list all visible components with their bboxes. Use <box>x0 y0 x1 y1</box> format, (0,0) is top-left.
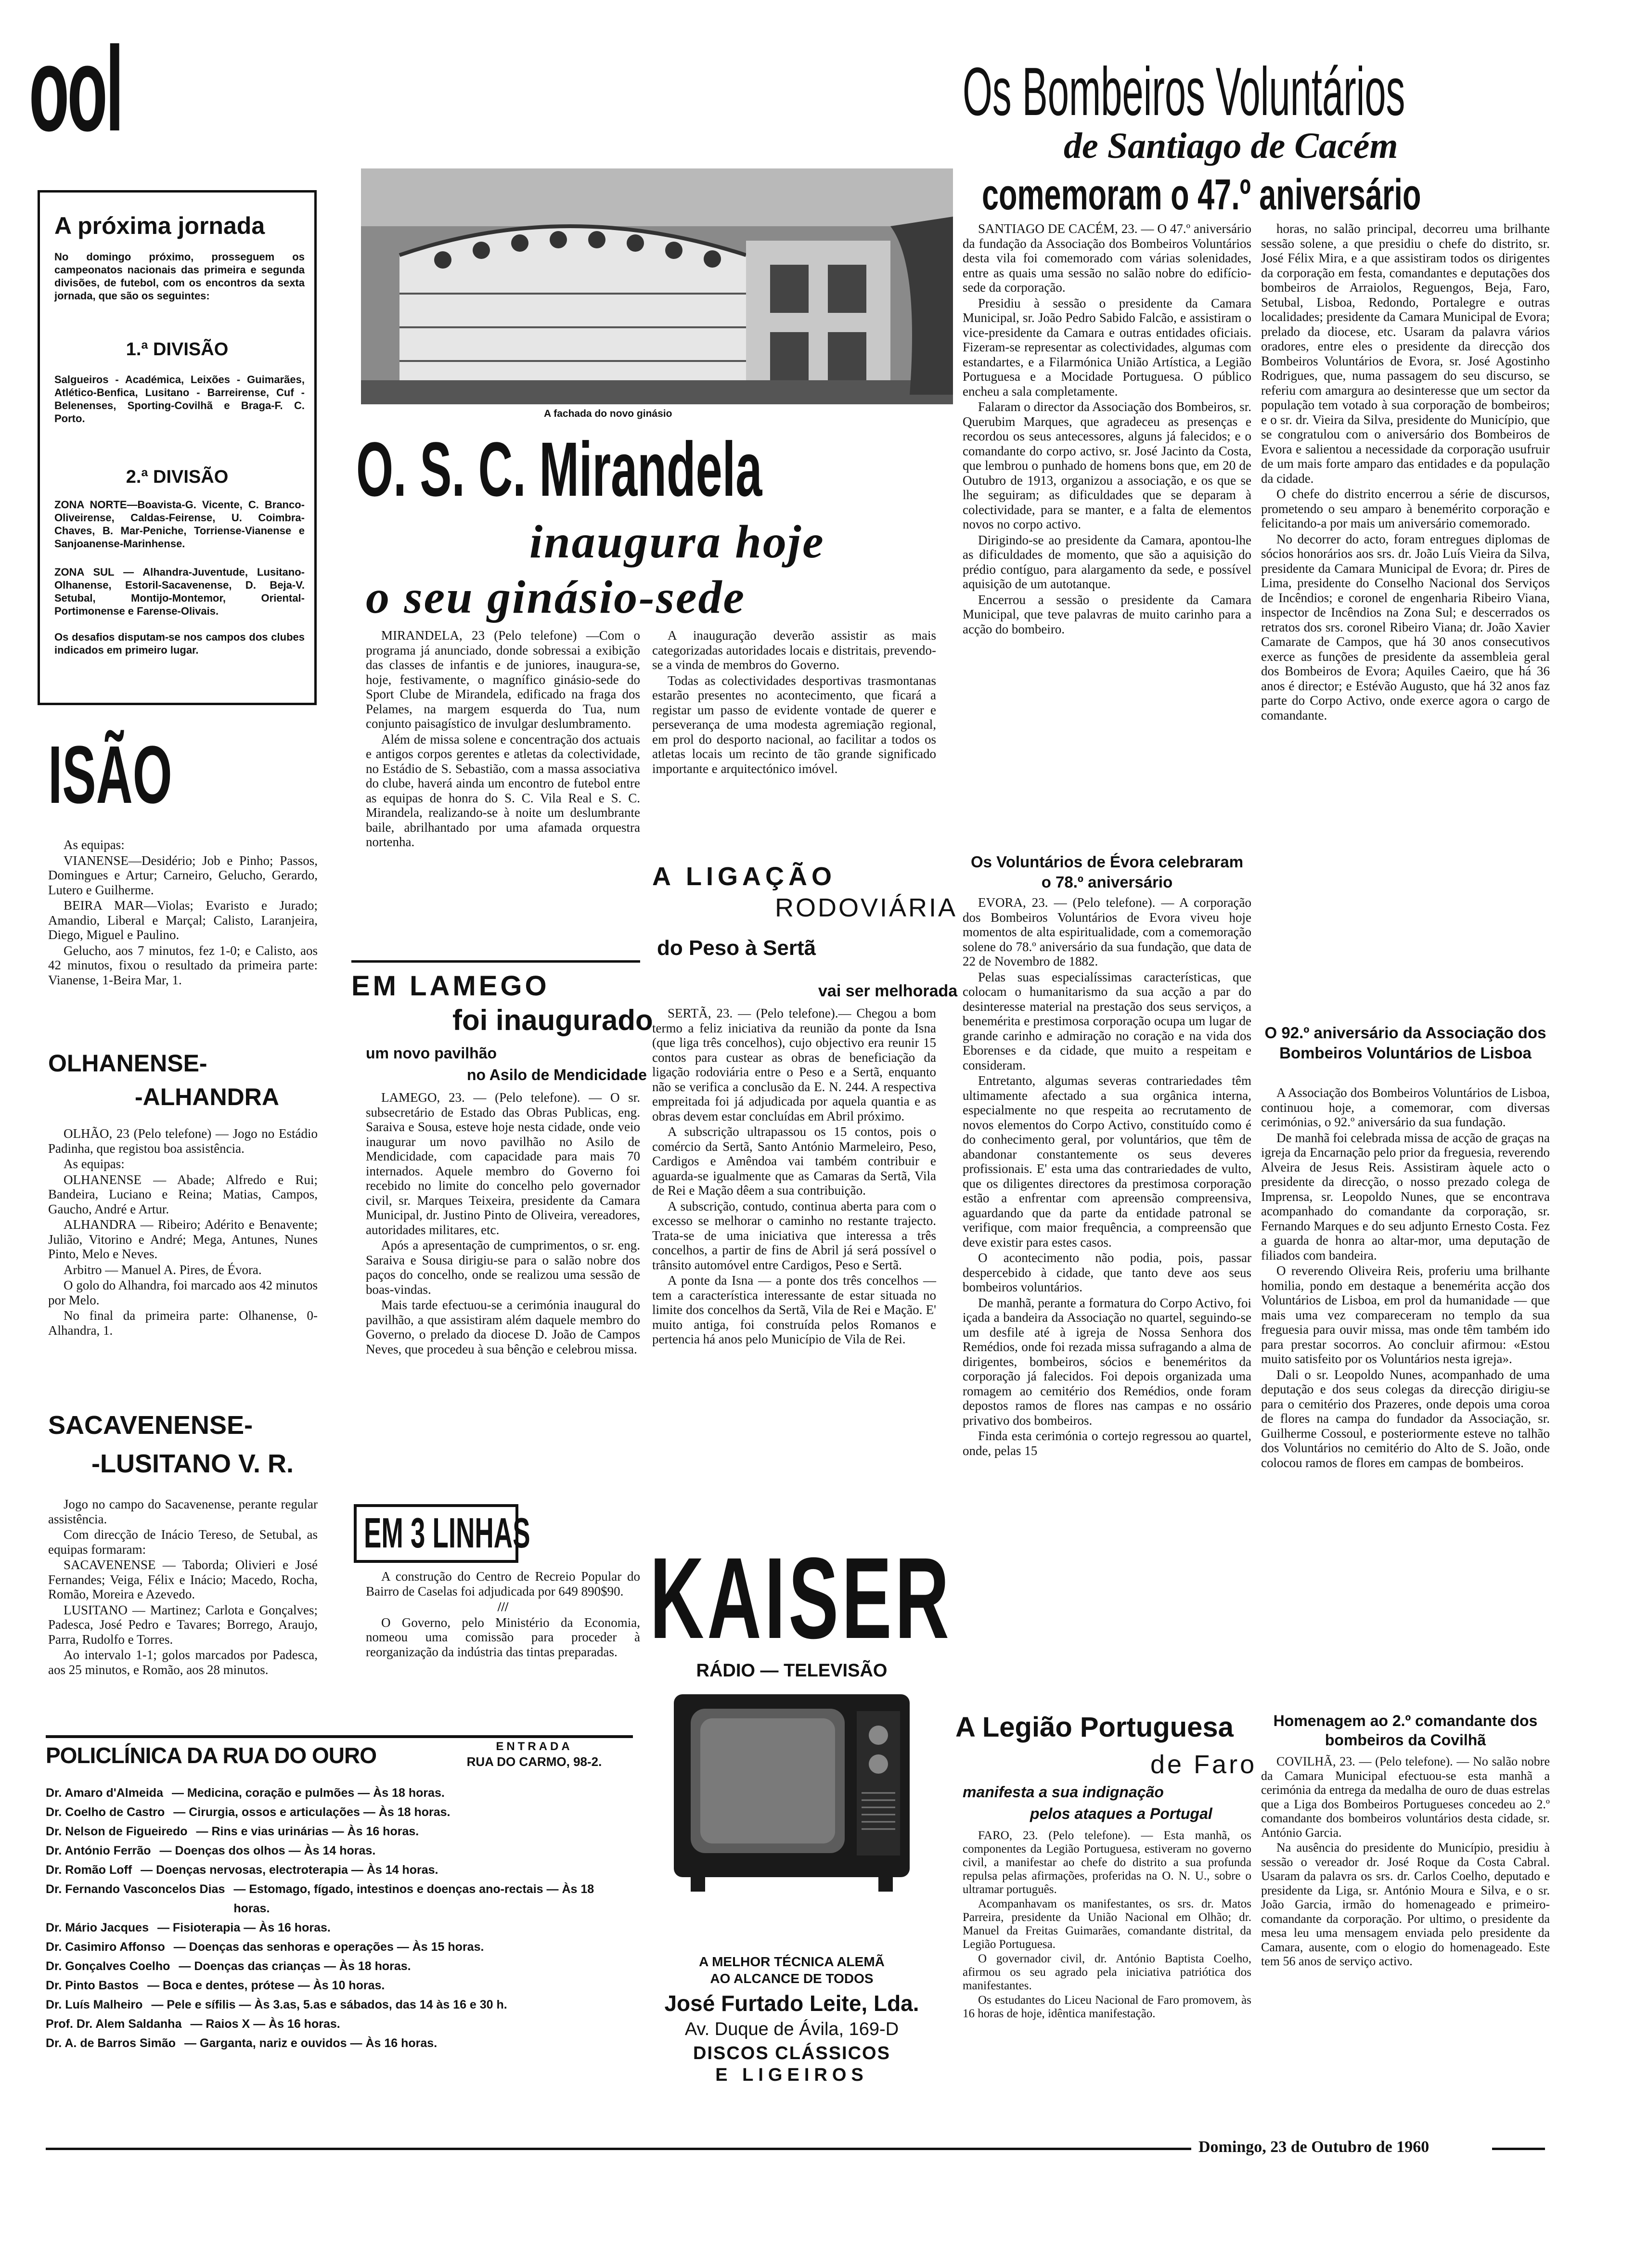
footer-rule-left <box>46 2148 1191 2150</box>
ligacao-p2: A subscrição ultrapassou os 15 contos, pois o comércio da Sertã, Santo António Marmeleiro, Peso, Cardigos e Amêndoa vai também contribuir e aguarda-se igualmente que as Camaras da Sertã, Vila de Rei e Mação dêem a sua contribuição. <box>652 1124 936 1198</box>
olhanense-p2: As equipas: <box>64 1157 125 1171</box>
mirandela-sub1: inaugura hoje <box>529 516 825 568</box>
ligacao-title-3: do Peso à Sertã <box>657 936 816 960</box>
ligacao-title-1: A LIGAÇÃO <box>652 862 836 891</box>
faro-p2: Acompanhavam os manifestantes, os srs. dr. Matos Parreira, presidente da União Nacional em Olhão; dr. Manuel da Freitas Guimarães, comandante distrital, da Legião Portuguesa. <box>963 1897 1251 1951</box>
faro-p1: FARO, 23. (Pelo telefone). — Esta manhã, os componentes da Legião Portuguesa, estiveram no governo civil, a manifestar ao chefe do distrito a sua profunda repulsa pelas afirmações, proferidas na O. N. U., sobre o ultramar português. <box>963 1829 1251 1896</box>
clinic-row <box>46 1918 628 1937</box>
mirandela-title: O. S. C. Mirandela <box>356 426 762 512</box>
tres-linhas-p1: A construção do Centro de Recreio Popular do Bairro de Caselas foi adjudicada por 649 890$90. <box>366 1569 640 1598</box>
clinic-row <box>46 1995 628 2014</box>
gymnasium-illustration <box>361 168 953 404</box>
sacavenense-p1: Jogo no campo do Sacavenense, perante regular assistência. <box>48 1497 318 1526</box>
clinic-specialty: — Rins e vias urinárias — Às 16 horas. <box>196 1825 419 1838</box>
gymnasium-photo <box>361 168 953 404</box>
div1-text: Salgueiros - Académica, Leixões - Guimarães, Atlético-Benfica, Lusitano - Barreirense, Cuf - Belenenses, Sporting-Covilhã e Braga-F. C. Porto. <box>54 374 305 425</box>
clinic-row <box>46 1841 628 1860</box>
bombeiros-sub1: de Santiago de Cacém <box>1064 126 1398 166</box>
evora-p5: De manhã, perante a formatura do Corpo Activo, foi içada a bandeira da Associação no quartel, seguindo-se um desfile até à igreja de Nossa Senhora dos Remédios, onde foi rezada missa sufragando a alma de dirigentes, bombeiros, sócios e beneméritos da corporação já falecidos. Foi depois organizada uma romagem ao cemitério dos Remédios, onde foram depostos ramos de flores nas campas e no ossário privativo dos bombeiros. <box>963 1295 1251 1428</box>
lamego-sub-1: um novo pavilhão <box>366 1044 497 1062</box>
tres-linhas-box <box>354 1504 530 1563</box>
bombeiros-c2p2: O chefe do distrito encerrou a série de discursos, prometendo o seu amparo à benemérito corporação e felicitando-a por mais um aniversário comemorado. <box>1261 487 1550 530</box>
olhanense-report <box>48 1126 318 1339</box>
bombeiros-c1p4: Dirigindo-se ao presidente da Camara, apontou-lhe as dificuldades de momento, que são a aquisição do prédio contíguo, para alargamento da sede, e possível aquisição de um autotanque. <box>963 532 1251 591</box>
mirandela-c2p1: A inauguração deverão assistir as mais categorizadas autoridades locais e distritais, prevendo-se a vinda de membros do Governo. <box>652 628 936 672</box>
lamego-top-rule <box>351 960 640 963</box>
kaiser-company: José Furtado Leite, Lda. <box>664 1991 919 2016</box>
olhanense-p6: O golo do Alhandra, foi marcado aos 42 minutos por Melo. <box>48 1278 318 1307</box>
evora-p3: Entretanto, algumas severas contrariedades têm ultimamente afectado a sua orgânica interna, especialmente no que respeita ao recrutamento de novos elementos do Corpo Activo, constituído como é do conhecimento geral, por voluntários, que têm de abandonar constantemente os seus deveres profissionais. E' esta uma das contrariedades de vulto, que os diligentes directores da prestimosa corporação estão a enfrentar com apreensão compreensiva, aguardando que da parte da entidade patronal se verifique, com maior frequência, a compreensão que deve existir para estes casos. <box>963 1073 1251 1250</box>
faro-title-4: pelos ataques a Portugal <box>1030 1805 1212 1822</box>
clinic-specialty: — Doenças nervosas, electroterapia — Às 14 horas. <box>141 1863 438 1877</box>
clinic-specialty: — Estomago, fígado, intestinos e doenças ano-rectais — Às 18 horas. <box>233 1882 594 1915</box>
faro-title-1: A Legião Portuguesa <box>955 1712 1234 1743</box>
sacavenense-title-2: -LUSITANO V. R. <box>91 1449 294 1478</box>
lisboa-p3: O reverendo Oliveira Reis, proferiu uma brilhante homilia, pondo em destaque a benemérita acção dos Voluntários de Lisboa, em prol da humanidade — que mais uma vez compareceram no templo da sua freguesia para ouvir missa, mas onde têm também ido para prestar socorros. Ao concluir afirmou: «Estou muito satisfeito por os Voluntários nesta igreja». <box>1261 1263 1550 1366</box>
tres-linhas-title: EM 3 LINHAS <box>364 1509 530 1557</box>
proxima-jornada-box <box>38 190 317 705</box>
masthead-fragment: ool <box>29 22 122 156</box>
zona-sul: ZONA SUL — Alhandra-Juventude, Lusitano-Olhanense, Estoril-Sacavenense, D. Beja-V. Setubal, Montijo-Montemor, Oriental-Portimonense e Farense-Olivais. <box>54 566 305 617</box>
faro-p3: O governador civil, dr. António Baptista Coelho, afirmou os seu agrado pela iniciativa patriótica dos manifestantes. <box>963 1952 1251 1992</box>
div2-title: 2.ª DIVISÃO <box>126 467 229 487</box>
tres-linhas-p2: O Governo, pelo Ministério da Economia, nomeou uma comissão para proceder à reorganização da indústria das tintas preparadas. <box>366 1615 640 1659</box>
olhanense-p7: No final da primeira parte: Olhanense, 0-Alhandra, 1. <box>48 1308 318 1338</box>
policlinica-list <box>46 1783 628 2053</box>
evora-p6: Finda esta cerimónia o cortejo regressou ao quartel, onde, pelas 15 <box>963 1429 1251 1458</box>
kaiser-address: Av. Duque de Ávila, 169-D <box>684 2019 899 2039</box>
mirandela-c1p1: MIRANDELA, 23 (Pelo telefone) —Com o programa já anunciado, donde sobressai a exibição das classes de infantis e de juniores, inaugura-se, hoje, festivamente, o magnífico ginásio-sede do Sport Clube de Mirandela, edificado na fraga dos Pelames, na margem esquerda do Tua, num conjunto paisagístico de invulgar deslumbramento. <box>366 628 640 731</box>
evora-p1: EVORA, 23. — (Pelo telefone). — A corporação dos Bombeiros Voluntários de Evora viveu hoje momentos de alta espiritualidade, com a comemoração solene do 78.º aniversário da sua fundação, que data de 22 de Novembro de 1882. <box>963 895 1251 968</box>
lisboa-p2: De manhã foi celebrada missa de acção de graças na igreja da Encarnação pelo prior da freguesia, reverendo Alveira de Jesus Reis. Assistiram àquele acto o presidente da direcção, o nosso prezado colega de Imprensa, sr. Leopoldo Nunes, que se encontrava acompanhado do comandante da corporação, sr. Fernando Marques e do seu adjunto Ernesto Costa. Fez a guarda de honra ao altar-mor, uma deputação de filiados com bandeira. <box>1261 1130 1550 1263</box>
proxima-intro: No domingo próximo, prosseguem os campeonatos nacionais das primeira e segunda divisões, de futebol, com os encontros da sexta jornada, que são os seguintes: <box>54 251 305 302</box>
lisboa-report <box>1261 1085 1550 1471</box>
clinic-doctor: Dr. A. de Barros Simão <box>46 2036 176 2050</box>
sacavenense-report <box>48 1497 318 1678</box>
footer-rule-right <box>1492 2148 1545 2150</box>
bombeiros-c1p5: Encerrou a sessão o presidente da Camara Municipal, que teve palavras de muito carinho para a acção do bombeiro. <box>963 592 1251 636</box>
policlinica-top-rule <box>46 1735 633 1738</box>
sacavenense-p4: LUSITANO — Martinez; Carlota e Gonçalves; Padesca, José Pedro e Tavares; Borrego, Araujo, Parra, Rudolfo e Torres. <box>48 1602 318 1647</box>
clinic-specialty: — Pele e sífilis — Às 3.as, 5.as e sábados, das 14 às 16 e 30 h. <box>151 1998 507 2011</box>
clinic-doctor: Dr. Gonçalves Coelho <box>46 1959 170 1973</box>
olhanense-p1: OLHÃO, 23 (Pelo telefone) — Jogo no Estádio Padinha, que registou boa assistência. <box>48 1126 318 1156</box>
clinic-row <box>46 1860 628 1880</box>
lamego-sub-2: no Asilo de Mendicidade <box>467 1066 647 1083</box>
lamego-p2: Após a apresentação de cumprimentos, o sr. eng. Saraiva e Sousa dirigiu-se para o salão nobre dos paços do concelho, onde se realizou uma sessão de boas-vindas. <box>366 1238 640 1297</box>
clinic-doctor: Dr. Amaro d'Almeida <box>46 1786 163 1800</box>
tv-icon <box>671 1692 912 1894</box>
lamego-p1: LAMEGO, 23. — (Pelo telefone). — O sr. subsecretário de Estado das Obras Publicas, eng. Saraiva e Sousa, esteve hoje nesta cidade, onde veio inaugurar um novo pavilhão no Asilo de Mendicidade, com capacidade para mais 70 internados. Aquele membro do Governo foi recebido no limite do concelho pelo governador civil, sr. Marques Teixeira, presidente da Camara Municipal, dr. Justino Pinto de Oliveira, vereadores, autoridades militares, etc. <box>366 1090 640 1237</box>
lamego-p3: Mais tarde efectuou-se a cerimónia inaugural do pavilhão, a que assistiram além daquele membro do Governo, o prelado da diocese D. João de Campos Neves, que procedeu à sua bênção e celebrou missa. <box>366 1298 640 1356</box>
clinic-specialty: — Boca e dentes, prótese — Às 10 horas. <box>147 1979 385 1992</box>
clinic-row <box>46 1783 628 1803</box>
ligacao-p1: SERTÃ, 23. — (Pelo telefone).— Chegou a bom termo a feliz iniciativa da reunião da ponte da Isna (que liga três concelhos), cujo objectivo era reunir 15 contos para custear as obras de beneficiação da ligação rodoviária entre o Peso e a Sertã, enquanto não se verifica a conclusão da E. N. 244. A respectiva empreitada foi já adjudicada por aquela quantia e as obras devem estar concluídas em Abril próximo. <box>652 1006 936 1123</box>
clinic-doctor: Dr. Pinto Bastos <box>46 1979 139 1992</box>
lamego-title-2: foi inaugurado <box>452 1004 653 1036</box>
ligacao-p3: A subscrição, contudo, continua aberta para com o excesso se melhorar o caminho no restante trajecto. Trata-se de uma iniciativa que interessa a três concelhos, a partir de fins de Abril já será possível o trânsito automóvel entre Cardigos, Peso e Sertã. <box>652 1198 936 1272</box>
isao-fragment: ISÃO <box>48 729 172 821</box>
clinic-row <box>46 1937 628 1957</box>
clinic-doctor: Dr. Casimiro Affonso <box>46 1940 165 1954</box>
evora-p2: Pelas suas especialíssimas características, que colocam o humanitarismo da sua acção a par do desinteresse material na prestação dos seus serviços, a benemérita e prestimosa corporação ocupa um lugar de grande carinho e admiração no coração e na vida dos Eborenses e da cidade, que muito a respeitam e consideram. <box>963 969 1251 1072</box>
faro-title-3: manifesta a sua indignação <box>963 1783 1164 1801</box>
olhanense-p5: Arbitro — Manuel A. Pires, de Évora. <box>64 1262 262 1277</box>
clinic-specialty: — Medicina, coração e pulmões — Às 18 horas. <box>171 1786 445 1800</box>
clinic-row <box>46 1957 628 1976</box>
mirandela-sub2: o seu ginásio-sede <box>366 571 746 623</box>
clinic-specialty: — Raios X — Às 16 horas. <box>190 2017 340 2031</box>
faro-report <box>963 1829 1251 2022</box>
bombeiros-c2p3: No decorrer do acto, foram entregues diplomas de sócios honorários aos srs. dr. João Luís Vieira da Silva, presidente da Camara Municipal de Evora; dr. Pires de Lima, presidente do Conselho Nacional dos Serviços de Incêndios; e coronel de engenharia Ribeiro Viana, inspector de Incêndios na Zona Sul; e descerrados os retratos dos srs. coronel Ribeiro Viana; dr. João Xavier Camarate de Campos, que há 30 anos consecutivos exerce as funções de presidente da assembleia geral dos Bombeiros de Evora; Aquiles Caeiro, que há 36 anos é director; e Estévão Augusto, que há 32 anos faz parte do Corpo Activo, onde exerce agora o cargo de comandante. <box>1261 531 1550 722</box>
clinic-specialty: — Doenças das senhoras e operações — Às 15 horas. <box>173 1940 484 1954</box>
vianense-report <box>48 838 318 988</box>
kaiser-line2: AO ALCANCE DE TODOS <box>710 1971 874 1986</box>
faro-p4: Os estudantes do Liceu Nacional de Faro promovem, às 16 horas de hoje, idêntica manifestação. <box>963 1994 1251 2020</box>
ligacao-p4: A ponte da Isna — a ponte dos três concelhos — tem a característica interessante de estar situada no limite dos concelhos da Sertã, Vila de Rei e Mação. E' muito antiga, foi construída pelos Romanos e pertencia há anos pelo Município de Vila de Rei. <box>652 1273 936 1346</box>
tres-linhas-items <box>366 1569 640 1660</box>
covilha-title: Homenagem ao 2.º comandante dos bombeiros da Covilhã <box>1273 1712 1538 1749</box>
evora-title: Os Voluntários de Évora celebraram o 78.º aniversário <box>970 853 1244 891</box>
clinic-specialty: — Doenças das crianças — Às 18 horas. <box>179 1959 411 1973</box>
bombeiros-c2p1: horas, no salão principal, decorreu uma brilhante sessão solene, a que presidiu o chefe do distrito, sr. José Félix Mira, e a que assistiram todos os dirigentes da corporação em festa, comandantes e deputações dos bombeiros de Arraiolos, Reguengos, Beja, Faro, Setubal, Lisboa, Redondo, Portalegre e outras localidades; presidente da Camara Municipal de Evora; prelado da diocese, etc. Usaram da palavra vários oradores, entre eles o presidente da direcção dos Bombeiros Voluntários de Evora, sr. José Agostinho Rodrigues, que, numa passagem do seu discurso, se referiu com amargura ao desinteresse que um sector da população tem votado à sua corporação de bombeiros; e o sr. dr. Vieira da Silva, presidente do Município, que se congratulou com o aniversário dos Bombeiros de Evora e salientou a necessidade da corporação usufruir de um mais forte amparo das entidades e da população da cidade. <box>1261 221 1550 486</box>
clinic-row <box>46 1880 628 1918</box>
bombeiros-col2 <box>1261 221 1550 723</box>
bombeiros-sub2: comemoram o 47.º aniversário <box>982 171 1421 219</box>
clinic-doctor: Dr. Luís Malheiro <box>46 1998 143 2011</box>
bombeiros-c1p1: SANTIAGO DE CACÉM, 23. — O 47.º aniversário da fundação da Associação dos Bombeiros Voluntários desta vila foi comemorado com várias solenidades, entre as quais uma sessão no salão nobre do edifício-sede da corporação. <box>963 221 1251 295</box>
proxima-final: Os desafios disputam-se nos campos dos clubes indicados em primeiro lugar. <box>54 631 305 656</box>
lamego-report <box>366 1090 640 1357</box>
clinic-row <box>46 2034 628 2053</box>
footer-date: Domingo, 23 de Outubro de 1960 <box>1198 2138 1429 2156</box>
zona-norte: ZONA NORTE—Boavista-G. Vicente, C. Branco-Oliveirense, Caldas-Feirense, U. Coimbra-Chaves, B. Mar-Peniche, Torriense-Vianense e Sanjoanense-Marinhense. <box>54 499 305 550</box>
lisboa-title: O 92.º aniversário da Associação dos Bombeiros Voluntários de Lisboa <box>1264 1024 1546 1062</box>
vianense-p3: BEIRA MAR—Violas; Evaristo e Jurado; Amandio, Liberal e Marçal; Calisto, Laranjeira, Diego, Miguel e Paulino. <box>48 898 318 942</box>
lisboa-p4: Dali o sr. Leopoldo Nunes, acompanhado de uma deputação e dos seus colegas da direcção dirigiu-se para o cemitério dos Prazeres, onde depois uma coroa de flores na campa do fundador da Associação, sr. Guilherme Cossoul, e posteriormente esteve no talhão dos Voluntários no cemitério do Alto de S. João, onde colocou ramos de flores em campas de bombeiros. <box>1261 1367 1550 1470</box>
covilha-report <box>1261 1754 1550 1970</box>
clinic-specialty: — Fisioterapia — Às 16 horas. <box>157 1921 331 1934</box>
sacavenense-p5: Ao intervalo 1-1; golos marcados por Padesca, aos 25 minutos, e Romão, aos 28 minutos. <box>48 1648 318 1677</box>
lamego-title-1: EM LAMEGO <box>351 970 550 1002</box>
covilha-p1: COVILHÃ, 23. — (Pelo telefone). — No salão nobre da Camara Municipal efectuou-se esta manhã a cerimónia da entrega da medalha de ouro de duas estrelas que a Liga dos Bombeiros Portugueses concedeu ao 2.º comandante dos bombeiros voluntários desta cidade, sr. António Garcia. <box>1261 1754 1550 1840</box>
kaiser-line4: E LIGEIROS <box>715 2065 868 2085</box>
photo-caption: A fachada do novo ginásio <box>544 408 672 419</box>
tres-linhas-sep: /// <box>497 1599 509 1614</box>
clinic-doctor: Dr. Nelson de Figueiredo <box>46 1825 188 1838</box>
olhanense-title-2: -ALHANDRA <box>135 1083 279 1110</box>
olhanense-title-1: OLHANENSE- <box>48 1050 207 1077</box>
kaiser-line1: A MELHOR TÉCNICA ALEMÃ <box>699 1954 885 1969</box>
tv-set-image <box>671 1692 912 1894</box>
policlinica-entrada-addr: RUA DO CARMO, 98-2. <box>466 1754 602 1769</box>
clinic-specialty: — Cirurgia, ossos e articulações — Às 18 horas. <box>173 1805 451 1819</box>
policlinica-entrada: ENTRADA <box>496 1740 573 1753</box>
mirandela-col2 <box>652 628 936 777</box>
mirandela-c2p2: Todas as colectividades desportivas trasmontanas estarão presentes no acontecimento, que ficará a registar um passo de evidente vontade de querer e perseverança de uma modesta agremiação regional, em prol do desporto nacional, ao facilitar a todos os atletas locais um recinto de tão grande significado importante e arquitectónico imóvel. <box>652 673 936 776</box>
covilha-p2: Na ausência do presidente do Município, presidiu à sessão o vereador dr. José Roque da Costa Cabral. Usaram da palavra os srs. dr. Carlos Coelho, deputado e presidente da Liga, sr. António Moura e Silva, e o sr. João Garcia, irmão do homenageado e primeiro-comandante da corporação. Por ultimo, o presidente da mesa leu uma mensagem enviada pelo presidente da Camara, ausente, com o elogio do homenageado. Este tem 56 anos de serviço activo. <box>1261 1841 1550 1968</box>
mirandela-c1p2: Além de missa solene e concentração dos actuais e antigos corpos gerentes e atletas da colectividade, no Estádio de S. Sebastião, com a massa associativa do clube, haverá ainda um encontro de futebol entre as equipas de honra do S. C. Vila Real e S. C. Mirandela, realizando-se à noite um deslumbrante baile, abrilhantado por uma afamada orquestra nortenha. <box>366 732 640 849</box>
sacavenense-p3: SACAVENENSE — Taborda; Olivieri e José Fernandes; Veiga, Félix e Inácio; Macedo, Rocha, Romão, Moreira e Azevedo. <box>48 1558 318 1601</box>
kaiser-brand: KAISER <box>650 1533 953 1662</box>
clinic-doctor: Dr. Fernando Vasconcelos Dias <box>46 1882 225 1896</box>
vianense-p4: Gelucho, aos 7 minutos, fez 1-0; e Calisto, aos 42 minutos, fixou o resultado da primeira parte: Vianense, 1-Beira Mar, 1. <box>48 943 318 987</box>
vianense-p1: As equipas: <box>64 838 125 852</box>
vianense-p2: VIANENSE—Desidério; Job e Pinho; Passos, Domingues e Artur; Carneiro, Gelucho, Gerardo, Lutero e Guilherme. <box>48 853 318 897</box>
policlinica-title: POLICLÍNICA DA RUA DO OURO <box>46 1743 376 1768</box>
bombeiros-col1 <box>963 221 1251 637</box>
lisboa-p1: A Associação dos Bombeiros Voluntários de Lisboa, continuou hoje, a comemorar, com diversas cerimónias, o 92.º aniversário da sua fundação. <box>1261 1085 1550 1129</box>
clinic-row <box>46 1976 628 1995</box>
olhanense-p4: ALHANDRA — Ribeiro; Adérito e Benavente; Julião, Vitorino e André; Mega, Antunes, Nunes Pinto, Melo e Neves. <box>48 1217 318 1261</box>
clinic-row <box>46 1803 628 1822</box>
kaiser-tagline: RÁDIO — TELEVISÃO <box>696 1661 888 1681</box>
kaiser-ad <box>645 1533 953 2123</box>
div1-title: 1.ª DIVISÃO <box>126 339 229 360</box>
clinic-doctor: Dr. Coelho de Castro <box>46 1805 165 1819</box>
clinic-doctor: Dr. António Ferrão <box>46 1844 151 1857</box>
evora-p4: O acontecimento não podia, pois, passar despercebido à cidade, que tanto deve aos seus bombeiros voluntários. <box>963 1250 1251 1294</box>
clinic-doctor: Dr. Romão Loff <box>46 1863 132 1877</box>
mirandela-col1 <box>366 628 640 850</box>
clinic-row <box>46 1822 628 1841</box>
clinic-doctor: Prof. Dr. Alem Saldanha <box>46 2017 182 2031</box>
evora-report <box>963 895 1251 1459</box>
ligacao-title-2: RODOVIÁRIA <box>775 893 958 922</box>
kaiser-line3: DISCOS CLÁSSICOS <box>693 2043 890 2063</box>
clinic-doctor: Dr. Mário Jacques <box>46 1921 149 1934</box>
bombeiros-c1p2: Presidiu à sessão o presidente da Camara Municipal, sr. João Pedro Sabido Falcão, e assistiram o vice-presidente da Camara e outras entidades oficiais. Fizeram-se representar as colectividades, algumas com estandartes, e a Filarmónica União Artística, a Legião Portuguesa e a Mocidade Portuguesa. O público encheu a sala completamente. <box>963 296 1251 399</box>
faro-title-2: de Faro <box>1150 1750 1257 1779</box>
ligacao-title-4: vai ser melhorada <box>818 982 958 1000</box>
clinic-specialty: — Garganta, nariz e ouvidos — Às 16 horas. <box>184 2036 438 2050</box>
clinic-specialty: — Doenças dos olhos — Às 14 horas. <box>159 1844 376 1857</box>
proxima-title: A próxima jornada <box>54 212 265 239</box>
sacavenense-title-1: SACAVENENSE- <box>48 1411 253 1440</box>
bombeiros-title: Os Bombeiros Voluntários <box>963 53 1405 130</box>
sacavenense-p2: Com direcção de Inácio Tereso, de Setubal, as equipas formaram: <box>48 1527 318 1557</box>
ligacao-report <box>652 1006 936 1348</box>
clinic-row <box>46 2014 628 2034</box>
bombeiros-c1p3: Falaram o director da Associação dos Bombeiros, sr. Querubim Marques, que agradeceu as presenças e recordou os seus antecessores, alguns já falecidos; e o comandante do corpo activo, sr. José Jacinto da Costa, que lembrou o punhado de homens bons que, em 20 de Outubro de 1913, organizou a associação, e os que se lhe seguiram; as dificuldades que se deparam à colectividade, para se manter, e a falta de elementos novos no corpo activo. <box>963 399 1251 531</box>
olhanense-p3: OLHANENSE — Abade; Alfredo e Rui; Bandeira, Luciano e Reina; Matias, Campos, Gaucho, André e Artur. <box>48 1172 318 1216</box>
